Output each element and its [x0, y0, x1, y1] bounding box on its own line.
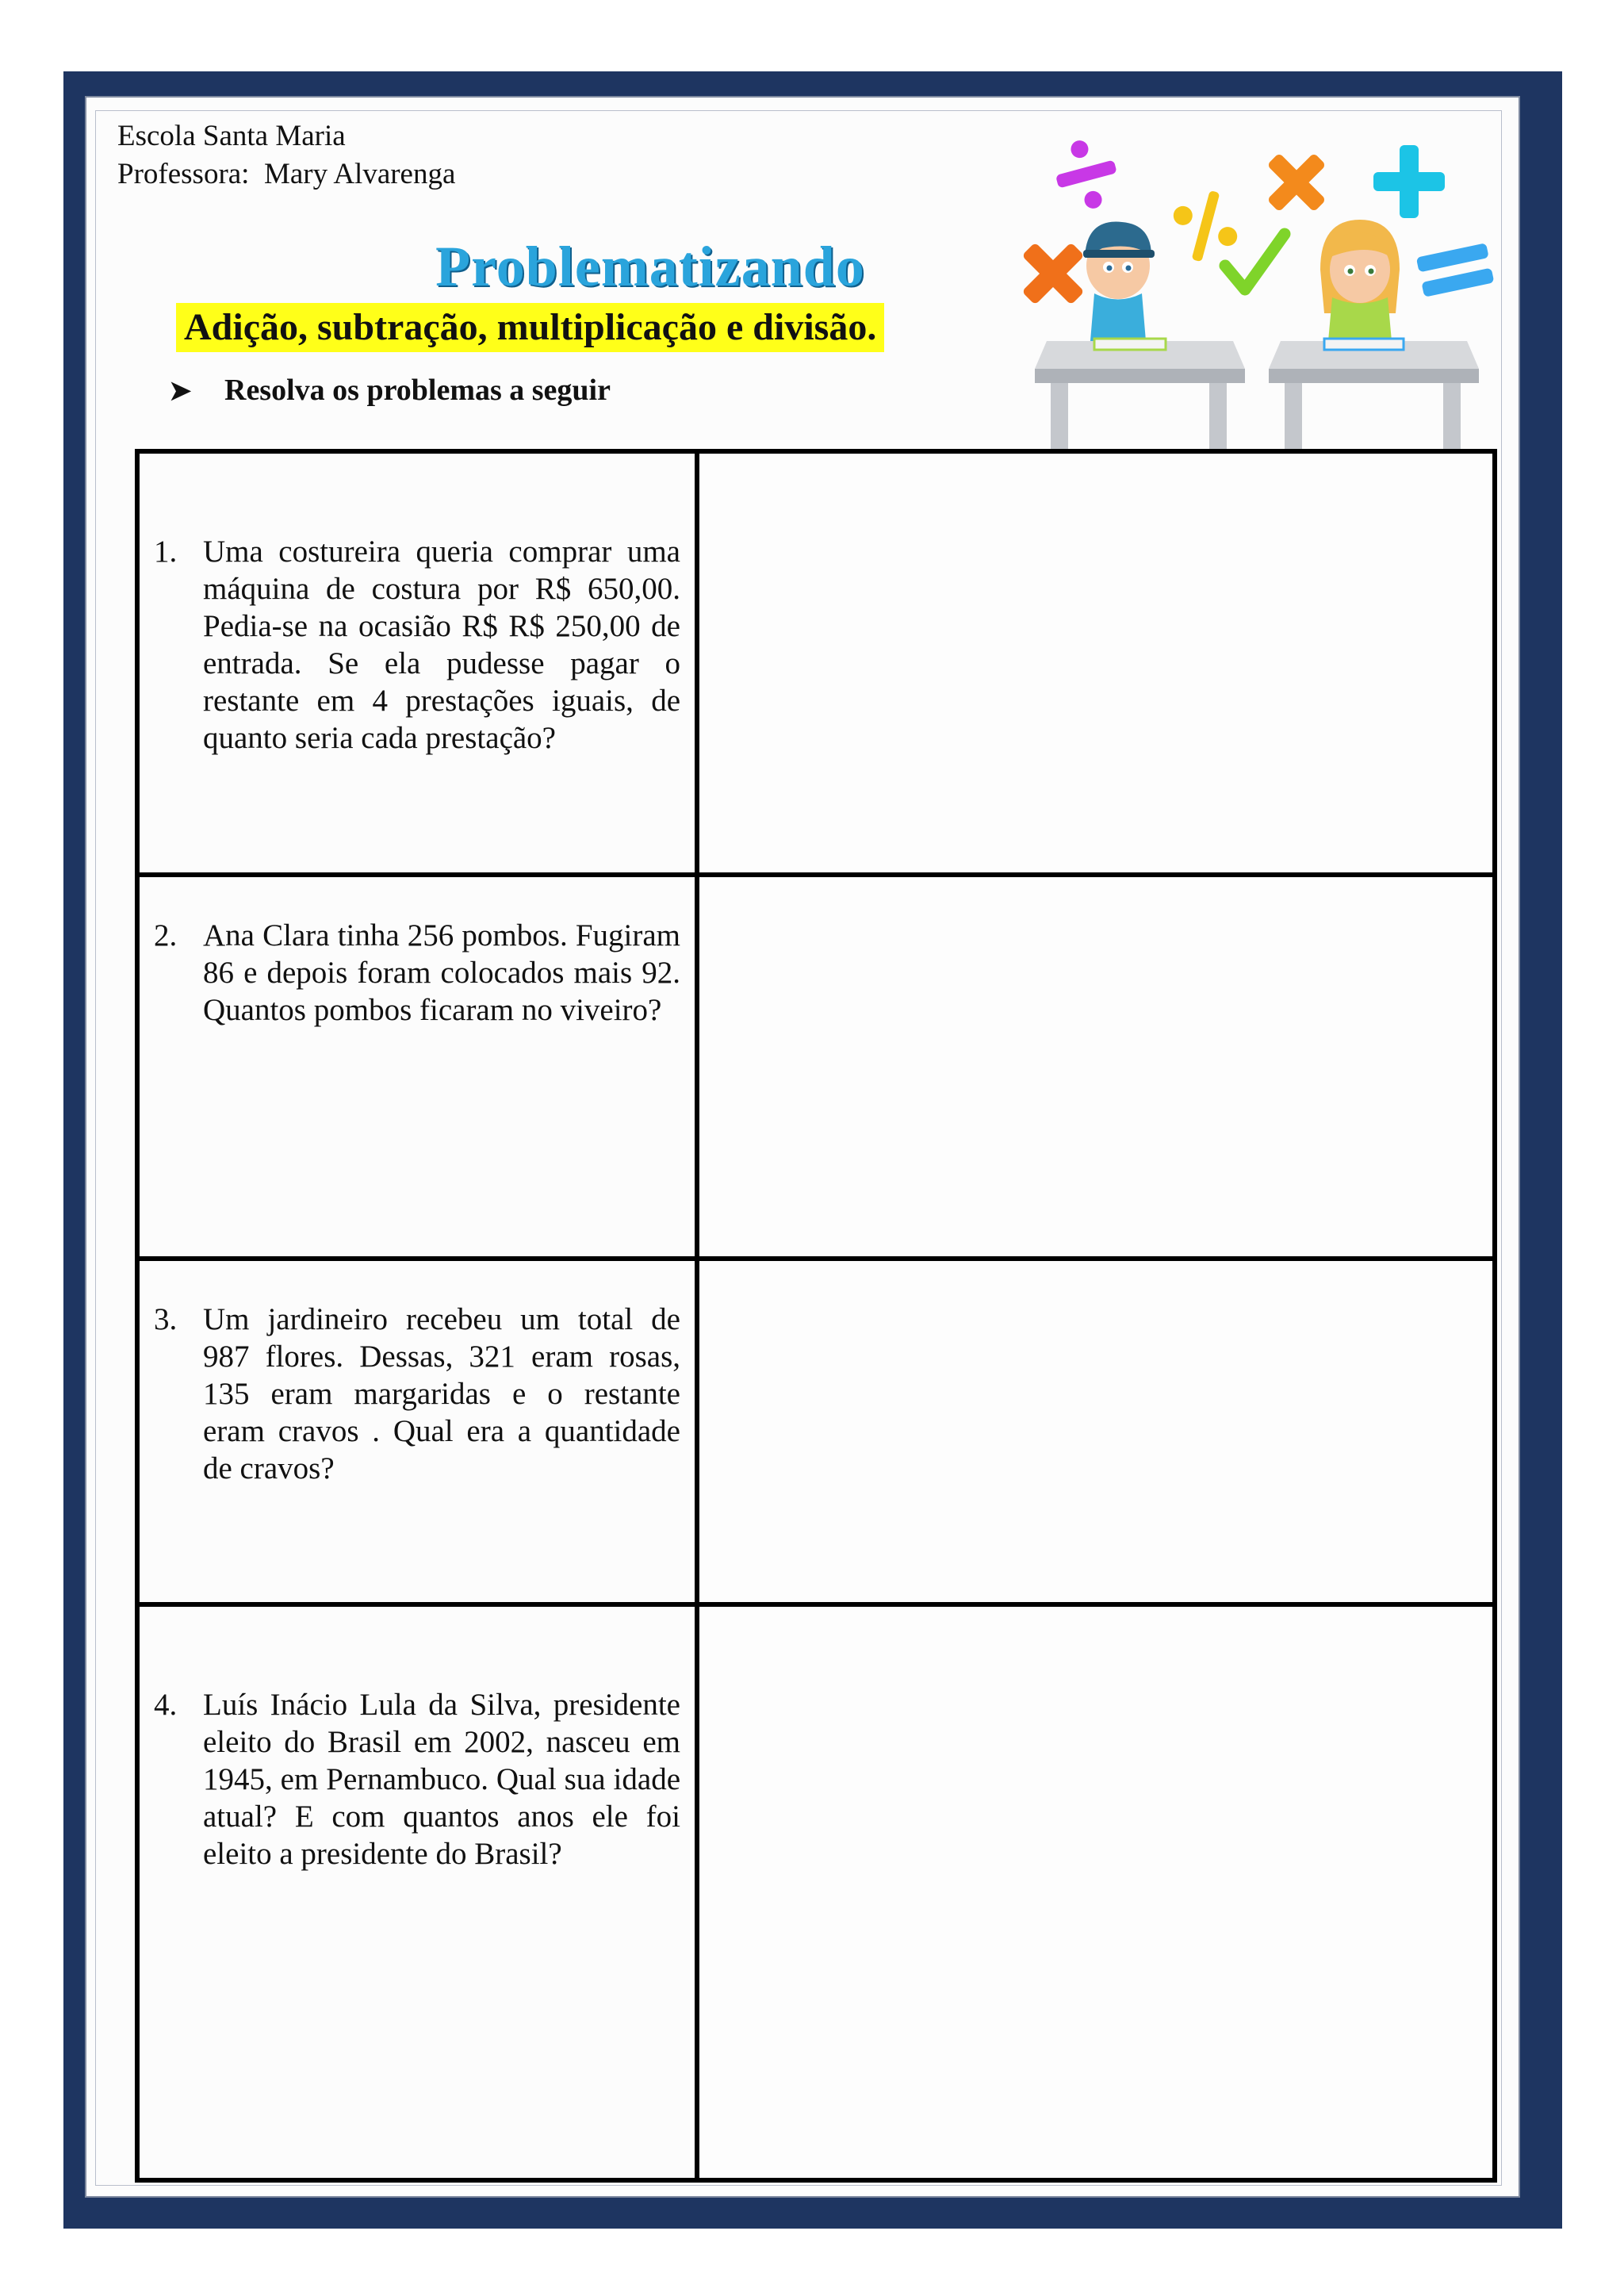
- problem-row: [137, 1604, 1495, 2180]
- problem-text: Uma costureira queria comprar uma máquina de costura por R$ 650,00. Pedia-se na ocasião R$ R$ 250,00 de entrada. Se ela pudesse pagar o restante em 4 prestações iguais, de quanto seria cada prestação?: [203, 535, 680, 755]
- problem-cell: [137, 1604, 697, 2180]
- subtitle-highlight: Adição, subtração, multiplicação e divisão.: [176, 303, 884, 352]
- problem-cell: [137, 875, 697, 1259]
- problem-row: [137, 451, 1495, 875]
- problem-number: 1.: [154, 535, 178, 569]
- problem-text: Ana Clara tinha 256 pombos. Fugiram 86 e depois foram colocados mais 92. Quantos pombos ficaram no viveiro?: [203, 918, 680, 1027]
- answer-space[interactable]: [697, 1604, 1495, 2180]
- arrow-bullet-icon: ➤: [169, 377, 192, 406]
- percent-icon: [1169, 186, 1242, 266]
- student-girl: [1320, 220, 1400, 341]
- desk: [1035, 339, 1479, 461]
- answer-space[interactable]: [697, 1259, 1495, 1604]
- student-boy: [1083, 222, 1155, 341]
- answer-space[interactable]: [697, 875, 1495, 1259]
- problem-row: [137, 1259, 1495, 1604]
- problem-number: 2.: [154, 918, 178, 953]
- problem-number: 4.: [154, 1688, 178, 1722]
- problem-number: 3.: [154, 1302, 178, 1336]
- problem-text: Luís Inácio Lula da Silva, presidente eleito do Brasil em 2002, nasceu em 1945, em Pernambuco. Qual sua idade atual? E com quantos anos ele foi eleito a presidente do Brasil?: [203, 1688, 680, 1871]
- problem-cell: [137, 451, 697, 875]
- problems-table: [135, 449, 1497, 2183]
- equals-icon: [1416, 243, 1495, 297]
- instruction: [169, 373, 611, 408]
- teacher-name: Professora: Mary Alvarenga: [117, 158, 456, 190]
- page-title: Problematizando: [435, 235, 865, 298]
- header-info: [117, 117, 455, 194]
- multiply-icon: [1250, 136, 1344, 230]
- instruction-text: Resolva os problemas a seguir: [224, 374, 611, 407]
- answer-space[interactable]: [697, 451, 1495, 875]
- school-name: Escola Santa Maria: [117, 120, 346, 152]
- problem-cell: [137, 1259, 697, 1604]
- plus-icon: [1373, 145, 1445, 218]
- problem-row: [137, 875, 1495, 1259]
- divide-icon: [1048, 133, 1124, 217]
- problem-text: Um jardineiro recebeu um total de 987 flores. Dessas, 321 eram rosas, 135 eram margaridas e o restante eram cravos . Qual era a quantidade de cravos?: [203, 1302, 680, 1485]
- math-students-illustration: [1007, 131, 1530, 464]
